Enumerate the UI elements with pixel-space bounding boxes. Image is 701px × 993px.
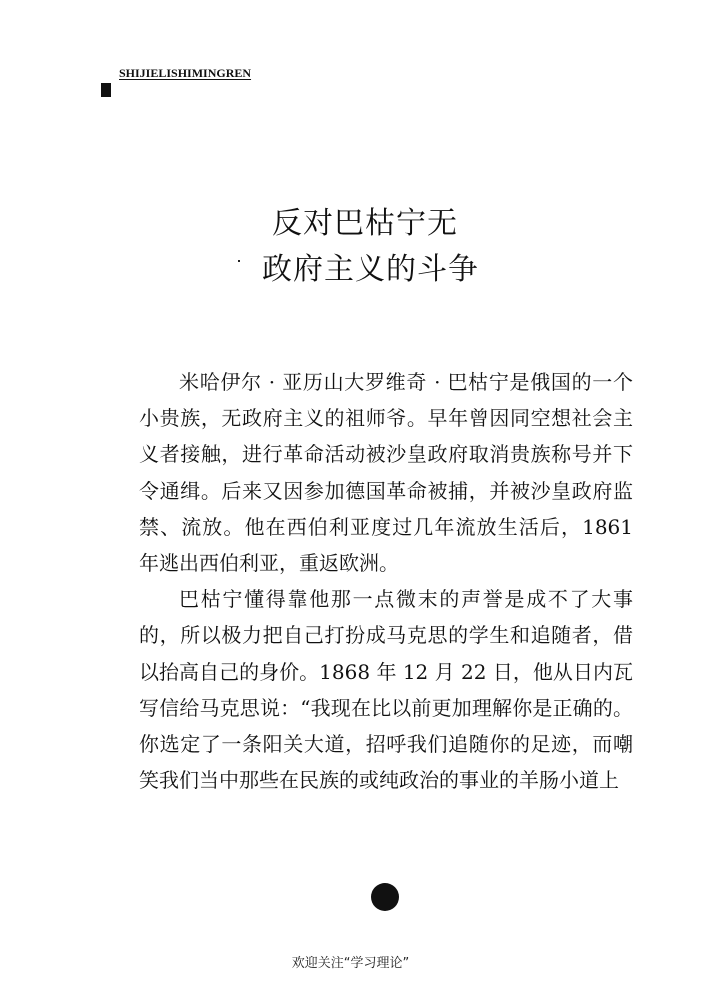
- footer-text: 欢迎关注“学习理论”: [291, 956, 410, 971]
- paragraph-1: 米哈伊尔 · 亚历山大罗维奇 · 巴枯宁是俄国的一个小贵族，无政府主义的祖师爷。早年曾因同空想社会主义者接触，进行革命活动被沙皇政府取消贵族称号并下令通缉。后来又因参加德国革命被捕，并被沙皇政府监禁、流放。他在西伯利亚度过几年流放生活后，1861 年逃出西伯利亚，重返欧洲。: [139, 370, 633, 576]
- title-speck: [238, 260, 240, 262]
- page-marker-dot: [371, 883, 399, 911]
- body-text: [139, 364, 633, 798]
- running-header-title: SHIJIELISHIMINGREN: [119, 66, 252, 80]
- chapter-title-line-2: 政府主义的斗争: [262, 252, 479, 287]
- paragraph-2: 巴枯宁懂得靠他那一点微末的声誉是成不了大事的，所以极力把自己打扮成马克思的学生和追随者，借以抬高自己的身价。1868 年 12 月 22 日，他从日内瓦写信给马克思说：“我现在比以前更加理解你是正确的。你选定了一条阳关大道，招呼我们追随你的足迹，而嘲笑我们当中那些在民族的或纯政治的事业的羊肠小道上: [139, 587, 633, 793]
- chapter-title-line-1: 反对巴枯宁无: [272, 206, 458, 241]
- header-square-marker: [101, 83, 111, 97]
